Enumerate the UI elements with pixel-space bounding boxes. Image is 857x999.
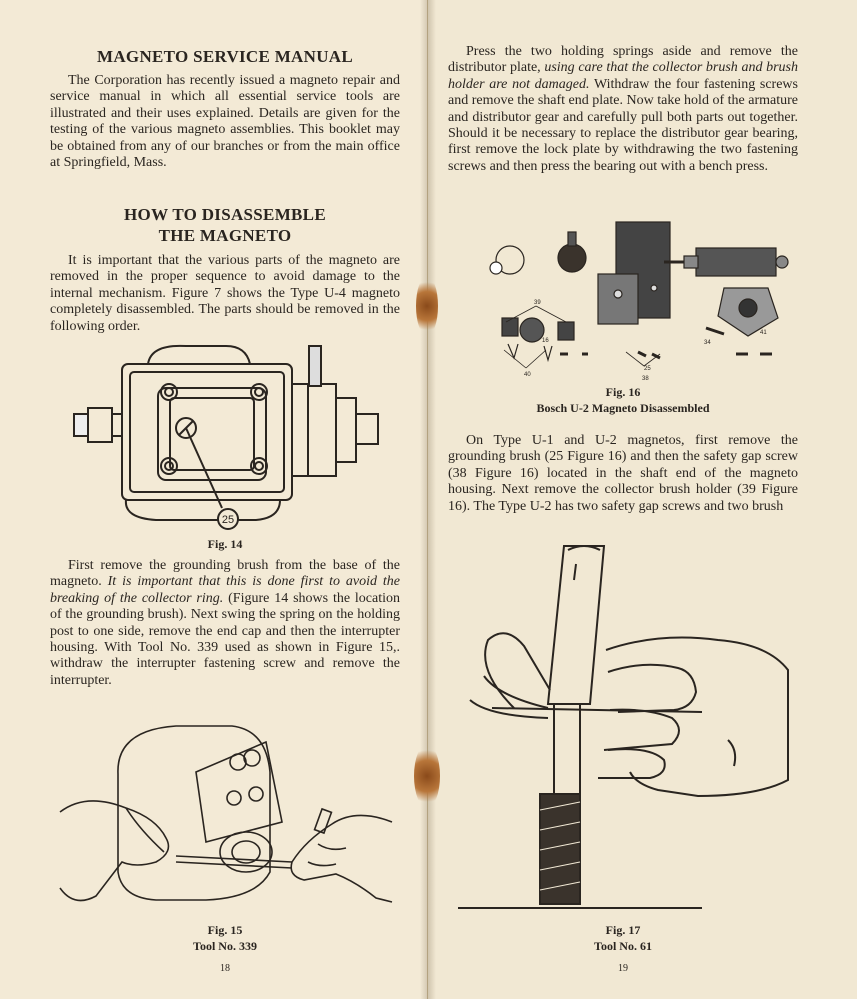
rust-stain-bottom xyxy=(414,744,440,808)
left-page xyxy=(0,0,428,999)
right-page xyxy=(428,0,857,999)
fig16-label-39: 39 xyxy=(534,300,541,306)
page-number-right: 19 xyxy=(618,963,628,974)
fig14-callout-25: 25 xyxy=(221,514,235,526)
rust-stain-top xyxy=(416,276,438,336)
fig16-label-40: 40 xyxy=(524,372,531,378)
fig16-caption: Fig. 16 Bosch U-2 Magneto Disassembled xyxy=(536,385,710,415)
figure-14-magneto-drawing xyxy=(66,342,396,540)
fig16-label-34: 34 xyxy=(704,340,711,346)
fig15-caption: Fig. 15 Tool No. 339 xyxy=(193,923,257,953)
fig16-label-25: 25 xyxy=(644,366,651,372)
paragraph-service-manual: The Corporation has recently issued a magneto repair and service manual in which all essential service tools are illustrated and their uses explained. Details are given for the testing of the various magneto assemblies. This booklet may be obtained from any of our branches or from the main office at Springfield, Mass. xyxy=(50,73,400,171)
paragraph-type-u1-u2: On Type U-1 and U-2 magnetos, first remove the grounding brush (25 Figure 16) and then the safety gap screw (38 Figure 16) located in the shaft end of the magneto housing. Next remove the collector brush holder (39 Figure 16). The Type U-2 has two safety gap screws and two brush xyxy=(448,433,798,514)
heading-how-to-disassemble: HOW TO DISASSEMBLE THE MAGNETO xyxy=(124,205,326,245)
fig16-label-41: 41 xyxy=(760,330,767,336)
paragraph-distributor-plate: Press the two holding springs aside and remove the distributor plate, using care that the collector brush and brush holder are not damaged. Withdraw the four fastening screws and remove the shaft end plate. Now take hold of the armature and distributor gear and carefully pull both parts out together. Should it be necessary to replace the distributor gear bearing, first remove the lock plate by withdrawing the two fastening screws and then press the bearing out with a bench press. xyxy=(448,44,798,174)
figure-16-parts-photo xyxy=(448,218,798,384)
fig17-caption: Fig. 17 Tool No. 61 xyxy=(594,923,652,953)
figure-15-tool-339-drawing xyxy=(56,712,396,920)
paragraph-grounding-brush: First remove the grounding brush from the base of the magneto. It is important that this is done first to avoid the breaking of the collector ring. (Figure 14 shows the location of the grounding brush). Next swing the spring on the holding post to one side, remove the end cap and then the interrupter housing. With Tool No. 339 used as shown in Figure 15,. withdraw the interrupter fastening screw and remove the interrupter. xyxy=(50,558,400,688)
fig16-label-38: 38 xyxy=(642,376,649,382)
paragraph-removal-order: It is important that the various parts of the magneto are removed in the proper sequence to avoid damage to the internal mechanism. Figure 7 shows the Type U-4 magneto completely disassembled. The parts should be removed in the following order. xyxy=(50,253,400,334)
fig14-caption: Fig. 14 xyxy=(207,537,243,551)
spine-shadow xyxy=(420,0,436,999)
fig16-label-16: 16 xyxy=(542,338,549,344)
heading-magneto-service-manual: MAGNETO SERVICE MANUAL xyxy=(97,47,353,66)
figure-17-tool-61-drawing xyxy=(458,540,808,920)
page-number-left: 18 xyxy=(220,963,230,974)
